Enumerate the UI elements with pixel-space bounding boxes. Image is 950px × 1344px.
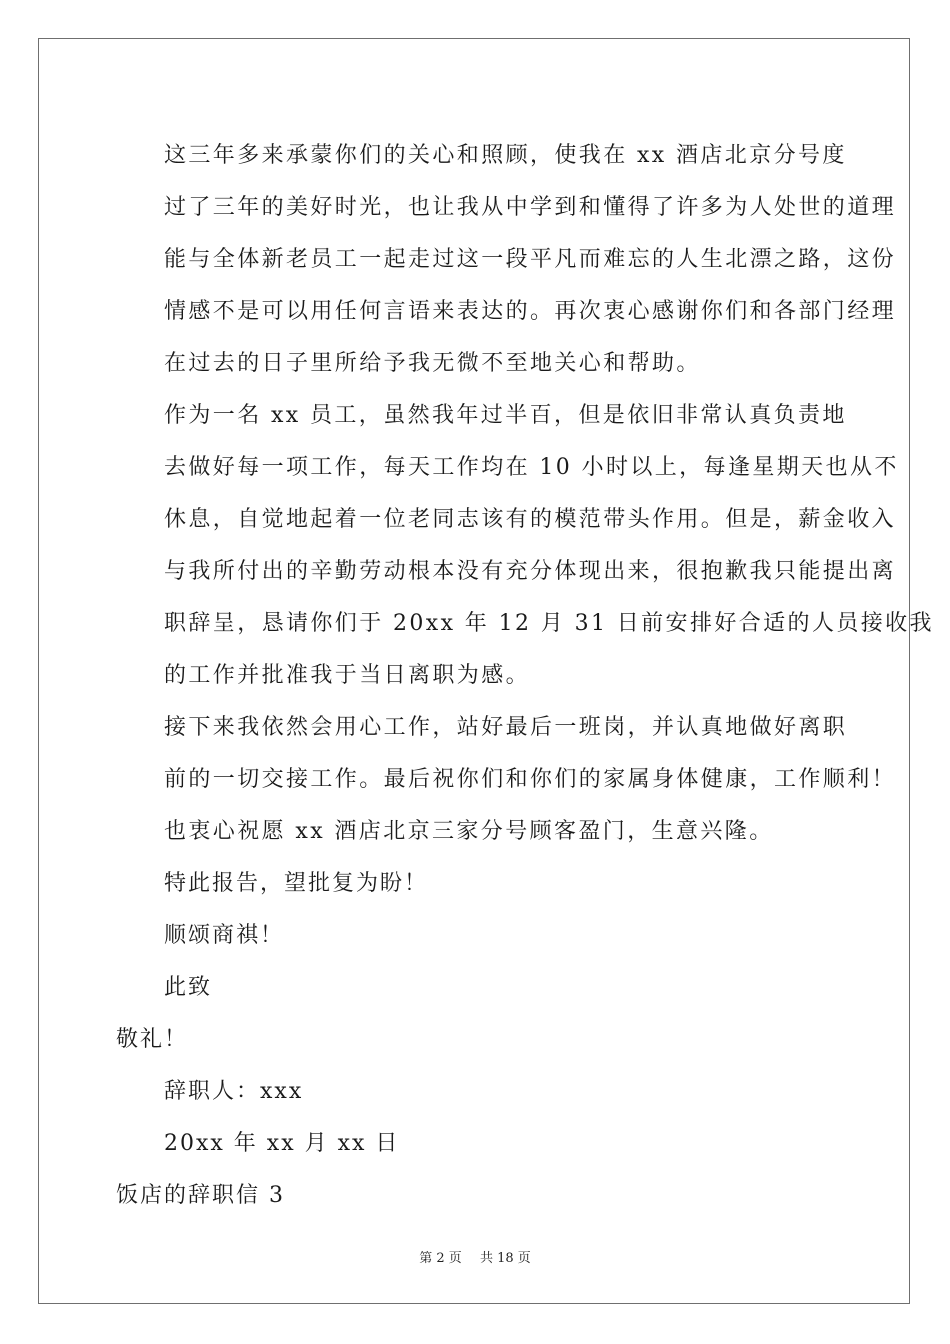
document-body — [116, 130, 934, 1222]
text-line: 这三年多来承蒙你们的关心和照顾，使我在 xx 酒店北京分号度 — [164, 143, 847, 168]
paragraph-gratitude — [116, 130, 897, 390]
text-line: 前的一切交接工作。最后祝你们和你们的家属身体健康，工作顺利！ — [164, 767, 897, 792]
text-line: 过了三年的美好时光，也让我从中学到和懂得了许多为人处世的道理 — [164, 195, 897, 220]
text-line: 能与全体新老员工一起走过这一段平凡而难忘的人生北漂之路，这份 — [164, 247, 897, 272]
text-line: 也衷心祝愿 xx 酒店北京三家分号顾客盈门，生意兴隆。 — [164, 819, 774, 844]
letter-date: 20xx 年 xx 月 xx 日 — [164, 1131, 400, 1156]
text-line: 去做好每一项工作，每天工作均在 10 小时以上，每逢星期天也从不 — [164, 455, 899, 480]
paragraph-handover — [116, 702, 897, 858]
paragraph-reason — [116, 390, 934, 702]
text-line: 与我所付出的辛勤劳动根本没有充分体现出来，很抱歉我只能提出离 — [164, 559, 897, 584]
page-number: 第 2 页 — [419, 1251, 462, 1266]
text-line: 情感不是可以用任何言语来表达的。再次衷心感谢你们和各部门经理 — [164, 299, 897, 324]
salutation-ci-zhi: 此致 — [164, 975, 213, 1000]
closing-report: 特此报告，望批复为盼！ — [164, 871, 429, 896]
closing-regards: 顺颂商祺！ — [164, 923, 285, 948]
text-line: 休息，自觉地起着一位老同志该有的模范带头作用。但是，薪金收入 — [164, 507, 897, 532]
text-line: 职辞呈，恳请你们于 20xx 年 12 月 31 日前安排好合适的人员接收我 — [164, 611, 934, 636]
page-total: 共 18 页 — [479, 1251, 531, 1266]
text-line: 接下来我依然会用心工作，站好最后一班岗，并认真地做好离职 — [164, 715, 848, 740]
text-line: 作为一名 xx 员工，虽然我年过半百，但是依旧非常认真负责地 — [164, 403, 847, 428]
signature: 辞职人：xxx — [164, 1079, 304, 1104]
next-section-heading: 饭店的辞职信 3 — [116, 1183, 285, 1208]
salutation-jing-li: 敬礼！ — [116, 1027, 189, 1052]
text-line: 在过去的日子里所给予我无微不至地关心和帮助。 — [164, 351, 701, 376]
page-footer — [0, 1247, 950, 1266]
text-line: 的工作并批准我于当日离职为感。 — [164, 663, 531, 688]
